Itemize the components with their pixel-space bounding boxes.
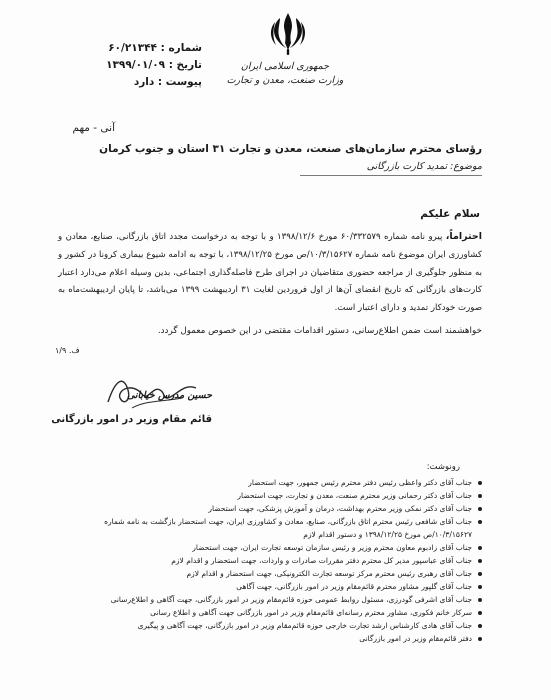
list-item: جناب آقای عباسپور مدیر کل محترم دفتر مقررات صادرات و واردات، جهت استحضار و اقدام لازم [80,554,482,567]
closing-line: خواهشمند است ضمن اطلاع‌رسانی، دستور اقدامات مقتضی در این خصوص معمول گردد. [157,326,482,336]
letter-date-value: ۱۳۹۹/۰۱/۰۹ [106,59,166,71]
cc-list [80,476,482,645]
ministry-name: وزارت صنعت، معدن و تجارت [226,75,344,86]
greeting: سلام علیکم [420,208,480,220]
list-item: جناب آقای دکتر واعظی رئیس دفتر محترم رئیس جمهور، جهت استحضار [80,476,482,489]
list-item: جناب آقای دکتر نمکی وزیر محترم بهداشت، درمان و آموزش پزشکی، جهت استحضار [80,502,482,515]
government-heading [225,60,345,88]
subject-label: موضوع: [450,161,482,172]
list-item: جناب آقای شافعی رئیس محترم اتاق بازرگانی، صنایع، معادن و کشاورزی ایران، جهت استحضار بازگشت به نامه شماره ۱۰/۳/۱۵۶۲۷/ص مورخ ۱۳۹۸/۱۲/۲۵ و دستور اقدام لازم [80,515,482,541]
letter-number [62,40,202,57]
body-lead: احتراماً، [445,231,482,242]
recipient-line: رؤسای محترم سازمان‌های صنعت، معدن و تجارت ۳۱ استان و جنوب کرمان [99,143,482,155]
letter-date [62,57,202,74]
list-item: دفتر قائم‌مقام وزیر در امور بازرگانی [80,632,482,645]
list-item: جناب آقای دکتر رحمانی وزیر محترم صنعت، معدن و تجارت، جهت استحضار [80,489,482,502]
subject-line [300,161,482,172]
letter-attachment [62,74,202,91]
list-item: جناب آقای هادی کارشناس ارشد تجارت خارجی حوزه قائم‌مقام وزیر در امور بازرگانی، جهت آگاهی و پیگیری [80,619,482,632]
urgency-label: آنی - مهم [72,122,115,134]
list-item: سرکار خانم فکوری، مشاور محترم رسانه‌ای قائم‌مقام وزیر در امور بازرگانی جهت آگاهی و اطلاع رسانی [80,606,482,619]
letter-number-label: شماره : [160,42,202,54]
list-item: جناب آقای زادبوم معاون محترم وزیر و رئیس سازمان توسعه تجارت ایران، جهت استحضار [80,541,482,554]
letter-attachment-value: دارد [133,76,155,88]
list-item: جناب آقای اشرفی گودرزی، مسئول روابط عمومی حوزه قائم‌مقام وزیر در امور بازرگانی، جهت آگاهی و اطلاع‌رسانی [80,593,482,606]
letter-body [58,228,482,318]
subject-underline [300,175,482,176]
body-text: پیرو نامه شماره ۶۰/۳۳۲۵۷۹ مورخ ۱۳۹۸/۱۲/۶ و با توجه به درخواست مجدد اتاق بازرگانی، صنایع، معادن و کشاورزی ایران موضوع نامه شماره ۱۰/۳/۱۵۶۲۷/ص مورخ ۱۳۹۸/۱۲/۲۵، با توجه به ادامه شیوع بیماری کرونا در کشور و به منظور جلوگیری از مراجعه حضوری متقاضیان در اجرای طرح فاصله‌گذاری اجتماعی، بدین وسیله اعلام می‌دارد اعتبار کارت‌های بازرگانی که تاریخ انقضای آن‌ها از اول فروردین لغایت ۳۱ اردیبهشت ۱۳۹۹ می‌باشد، تا پایان اردیبهشت‌ماه به صورت خودکار تمدید و دارای اعتبار است. [58,232,482,314]
letter-meta [62,40,202,91]
reference-code: ف. ۱/۹ [55,346,80,355]
signatory-title: قائم مقام وزیر در امور بازرگانی [51,414,212,425]
list-item: جناب آقای رهبری رئیس محترم مرکز توسعه تجارت الکترونیکی، جهت استحضار و اقدام لازم [80,567,482,580]
list-item: جناب آقای گلپور مشاور محترم قائم‌مقام وزیر در امور بازرگانی، جهت آگاهی [80,580,482,593]
iran-emblem-icon [268,10,308,56]
subject-value: تمدید کارت بازرگانی [366,161,448,172]
signatory-name: حسین مدرس خیابانی [126,390,212,401]
republic-name: جمهوری اسلامی ایران [240,61,330,72]
letter-attachment-label: پیوست : [157,76,202,88]
letter-number-value: ۶۰/۲۱۳۴۴ [108,42,157,54]
cc-label: رونوشت: [426,462,460,472]
letter-date-label: تاریخ : [168,59,202,71]
